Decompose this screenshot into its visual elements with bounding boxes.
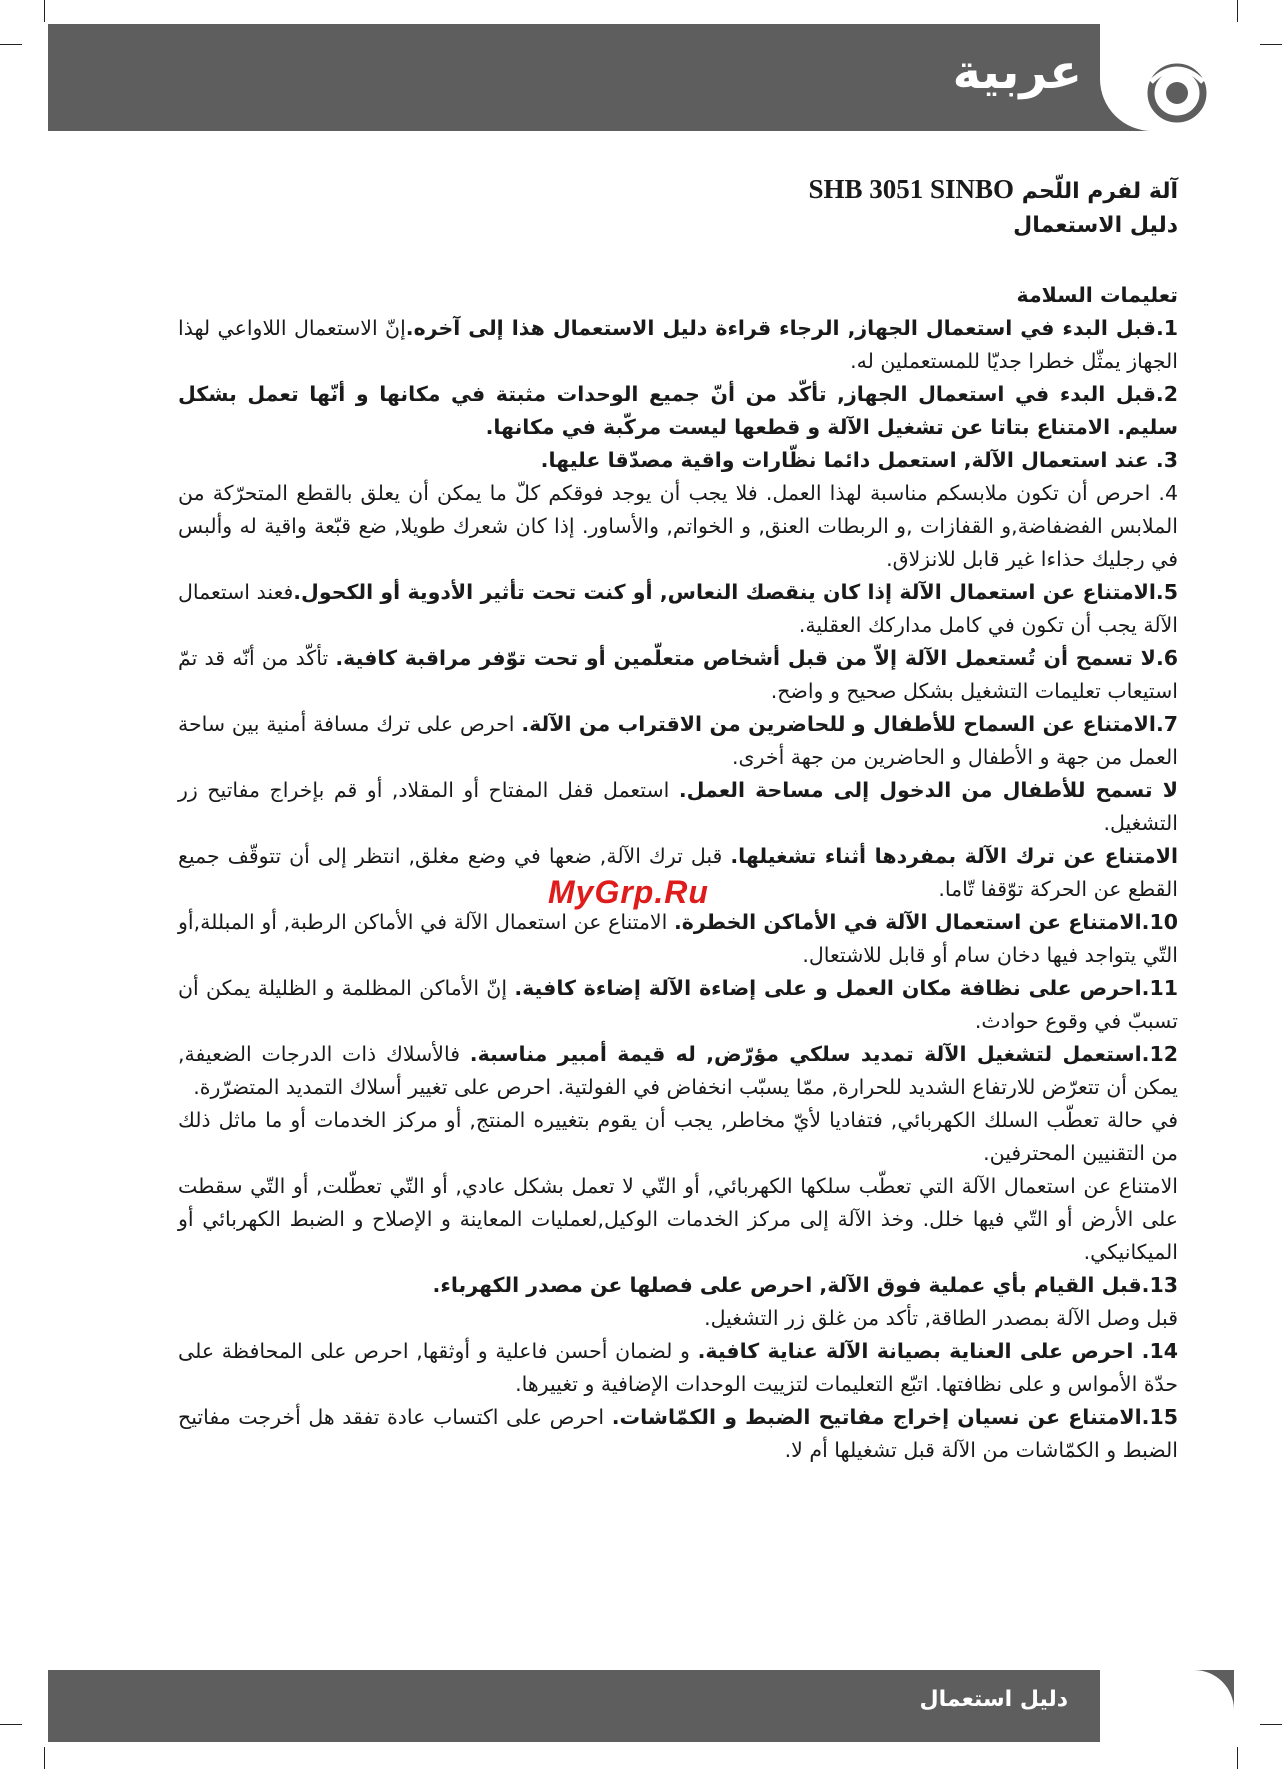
section-heading: تعليمات السلامة <box>1016 283 1178 307</box>
crop-mark <box>0 44 22 45</box>
instruction-text: 4. احرص أن تكون ملابسكم مناسبة لهذا العمل. فلا يجب أن يوجد فوقكم كلّ ما يمكن أن يعلق بالقطع المتحرّكة من الملابس الفضفاضة,و القفازات ,و الربطات العنق, و الخواتم, والأساور. إذا كان شعرك طويلا, ضع قبّعة واقية له وألبس في رجليك حذاءا غير قابل للانزلاق. <box>178 481 1178 571</box>
instruction-item <box>178 1269 1178 1302</box>
brand-logo-icon <box>1145 62 1209 124</box>
footer-corner <box>1100 1670 1234 1742</box>
instruction-item <box>178 576 1178 642</box>
instruction-item <box>178 1302 1178 1335</box>
instruction-item <box>178 774 1178 840</box>
instruction-text: فعند استعمال الآلة يجب أن تكون في كامل مداركك العقلية. <box>178 580 1178 637</box>
instruction-lead: لا تسمح للأطفال من الدخول إلى مساحة العمل. <box>678 778 1178 802</box>
instruction-text: تأكّد من أنّه قد تمّ استيعاب تعليمات التشغيل بشكل صحيح و واضح. <box>178 646 1178 703</box>
instruction-lead: 2.قبل البدء في استعمال الجهاز, تأكّد من أنّ جميع الوحدات مثبتة في مكانها و أنّها تعمل بشكل سليم. الامتناع بتاتا عن تشغيل الآلة و قطعها ليست مركّبة في مكانها. <box>178 382 1178 439</box>
instruction-lead: 7.الامتناع عن السماح للأطفال و للحاضرين من الاقتراب من الآلة. <box>521 712 1178 736</box>
crop-mark <box>1237 1747 1238 1769</box>
instruction-text: فالأسلاك ذات الدرجات الضعيفة, يمكن أن تتعرّض للارتفاع الشديد للحرارة, ممّا يسبّب انخفاض في الفولتية. احرص على تغيير أسلاك التمديد المتضرّرة. <box>178 1042 1178 1099</box>
instruction-lead: 14. احرص على العناية بصيانة الآلة عناية كافية. <box>697 1339 1179 1363</box>
document-title <box>178 172 1178 209</box>
instruction-item <box>178 477 1178 576</box>
footer-label: دليل استعمال <box>919 1687 1068 1712</box>
instruction-lead: 11.احرص على نظافة مكان العمل و على إضاءة الآلة إضاءة كافية. <box>514 976 1178 1000</box>
instruction-lead: 5.الامتناع عن استعمال الآلة إذا كان ينقصك النعاس, أو كنت تحت تأثير الأدوية أو الكحول. <box>293 580 1178 604</box>
watermark: MyGrp.Ru <box>548 874 709 910</box>
instruction-text: الامتناع عن استعمال الآلة التي تعطّب سلكها الكهربائي, أو التّي لا تعمل بشكل عادي, أو التّي تعطّلت, أو التّي سقطت على الأرض أو التّي فيها خلل. وخذ الآلة إلى مركز الخدمات الوكيل,لعمليات المعاينة و الإصلاح و الضبط الكهربائي أو الميكانيكي. <box>178 1174 1178 1264</box>
document-body <box>178 172 1178 1467</box>
language-title: عربية <box>952 44 1082 100</box>
instruction-text: الامتناع عن استعمال الآلة في الأماكن الرطبة, أو المبللة,أو التّي يتواجد فيها دخان سام أو قابل للاشتعال. <box>178 910 1178 967</box>
crop-mark <box>0 1724 22 1725</box>
crop-mark <box>1237 0 1238 22</box>
instruction-item <box>178 1038 1178 1104</box>
instruction-item <box>178 906 1178 972</box>
instruction-lead: 10.الامتناع عن استعمال الآلة في الأماكن الخطرة. <box>673 910 1178 934</box>
instruction-item <box>178 1335 1178 1401</box>
instruction-item <box>178 378 1178 444</box>
instruction-lead: 1.قبل البدء في استعمال الجهاز, الرجاء قراءة دليل الاستعمال هذا إلى آخره. <box>405 316 1179 340</box>
instruction-text: إنّ الأماكن المظلمة و الظليلة يمكن أن تسببّ في وقوع حوادث. <box>178 976 1178 1033</box>
instruction-text: قبل ترك الآلة, ضعها في وضع مغلق, انتظر إلى أن تتوقّف جميع القطع عن الحركة توّقفا تّاما. <box>178 844 1178 901</box>
model-line: SHB 3051 SINBO <box>808 174 1015 204</box>
instruction-item <box>178 1170 1178 1269</box>
instruction-text: استعمل قفل المفتاح أو المقلاد, أو قم بإخراج مفاتيح زر التشغيل. <box>178 778 1178 835</box>
instruction-lead: 12.استعمل لتشغيل الآلة تمديد سلكي مؤرّض, له قيمة أمبير مناسبة. <box>469 1042 1178 1066</box>
instruction-lead: 13.قبل القيام بأي عملية فوق الآلة, احرص على فصلها عن مصدر الكهرباء. <box>432 1273 1178 1297</box>
crop-mark <box>1260 44 1282 45</box>
instruction-item <box>178 312 1178 378</box>
crop-mark <box>44 1747 45 1769</box>
instruction-item <box>178 708 1178 774</box>
instruction-text: احرص على ترك مسافة أمنية بين ساحة العمل من جهة و الأطفال و الحاضرين من جهة أخرى. <box>178 712 1178 769</box>
instruction-text: إنّ الاستعمال اللاواعي لهذا الجهاز يمثّل خطرا جديّا للمستعملين له. <box>178 316 1178 373</box>
instruction-text: في حالة تعطّب السلك الكهربائي, فتفاديا لأيّ مخاطر, يجب أن يقوم بتغييره المنتج, أو مركز الخدمات أو ما ماثل ذلك من التقنيين المحترفين. <box>178 1108 1178 1165</box>
document-subtitle: دليل الاستعمال <box>1013 213 1178 238</box>
crop-mark <box>1260 1724 1282 1725</box>
instruction-text: احرص على اكتساب عادة تفقد هل أخرجت مفاتيح الضبط و الكمّاشات من الآلة قبل تشغيلها أم لا. <box>178 1405 1178 1462</box>
instruction-lead: الامتناع عن ترك الآلة بمفردها أثناء تشغيلها. <box>730 844 1179 868</box>
instruction-item <box>178 1401 1178 1467</box>
product-name: آلة لفرم اللّحم <box>1021 179 1178 204</box>
instruction-text: قبل وصل الآلة بمصدر الطاقة, تأكد من غلق زر التشغيل. <box>704 1306 1178 1330</box>
instruction-lead: 6.لا تسمح أن تُستعمل الآلة إلاّ من قبل أشخاص متعلّمين أو تحت توّفر مراقبة كافية. <box>335 646 1178 670</box>
instruction-item <box>178 642 1178 708</box>
instruction-item <box>178 972 1178 1038</box>
instruction-item <box>178 1104 1178 1170</box>
instruction-item <box>178 444 1178 477</box>
instruction-lead: 3. عند استعمال الآلة, استعمل دائما نظّارات واقية مصدّقا عليها. <box>540 448 1178 472</box>
instruction-text: و لضمان أحسن فاعلية و أوثقها, احرص على المحافظة على حدّة الأمواس و على نظافتها. اتبّع التعليمات لتزييت الوحدات الإضافية و تغييرها. <box>178 1339 1178 1396</box>
instruction-lead: 15.الامتناع عن نسيان إخراج مفاتيح الضبط و الكمّاشات. <box>611 1405 1179 1429</box>
crop-mark <box>44 0 45 22</box>
